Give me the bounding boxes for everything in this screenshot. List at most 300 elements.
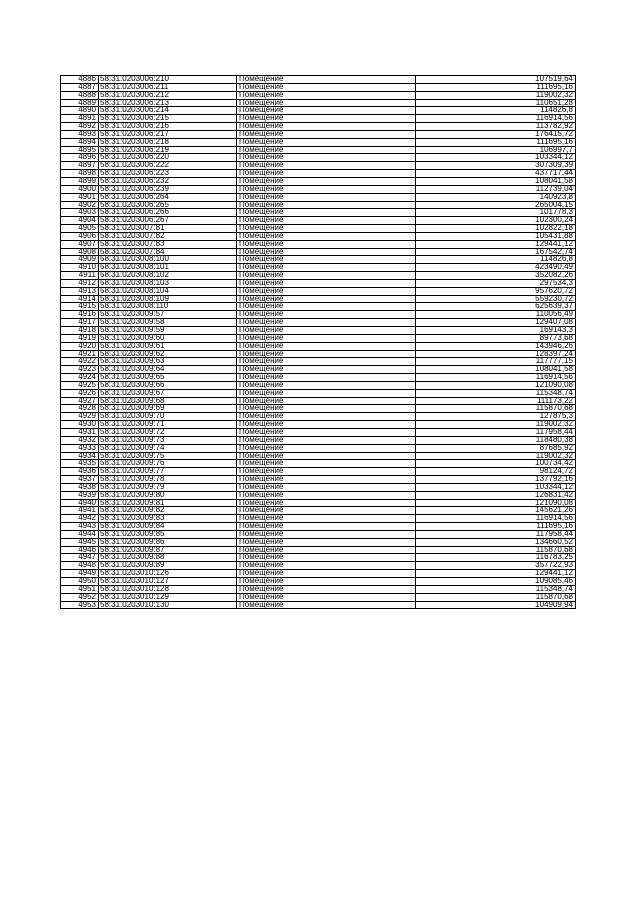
cadastral-value-cell: 357722,93 [416, 562, 576, 570]
cadastral-number-cell: 58:31:0203010:127 [99, 578, 237, 586]
object-type-cell: Помещение [237, 578, 416, 586]
row-number-cell: 4948 [61, 562, 99, 570]
object-type-cell: Помещение [237, 130, 416, 138]
table-row [61, 295, 576, 303]
object-type-cell: Помещение [237, 476, 416, 484]
table-row [61, 287, 576, 295]
row-number-cell: 4924 [61, 374, 99, 382]
cadastral-value-cell: 102822,18 [416, 225, 576, 233]
row-number-cell: 4946 [61, 546, 99, 554]
row-number-cell: 4928 [61, 405, 99, 413]
table-row [61, 460, 576, 468]
cadastral-value-cell: 115348,74 [416, 585, 576, 593]
table-row [61, 177, 576, 185]
cadastral-number-cell: 58:31:0203006:219 [99, 146, 237, 154]
object-type-cell: Помещение [237, 209, 416, 217]
cadastral-number-cell: 58:31:0203007:82 [99, 232, 237, 240]
row-number-cell: 4939 [61, 491, 99, 499]
table-row [61, 209, 576, 217]
cadastral-value-cell: 116914,56 [416, 115, 576, 123]
cadastral-number-cell: 58:31:0203009:83 [99, 515, 237, 523]
table-row [61, 405, 576, 413]
object-type-cell: Помещение [237, 468, 416, 476]
table-row [61, 115, 576, 123]
cadastral-value-cell: 105431,88 [416, 232, 576, 240]
cadastral-number-cell: 58:31:0203010:128 [99, 585, 237, 593]
cadastral-number-cell: 58:31:0203006:232 [99, 177, 237, 185]
cadastral-value-cell: 111695,16 [416, 523, 576, 531]
table-row [61, 491, 576, 499]
row-number-cell: 4936 [61, 468, 99, 476]
object-type-cell: Помещение [237, 538, 416, 546]
row-number-cell: 4904 [61, 217, 99, 225]
cadastral-number-cell: 58:31:0203006:239 [99, 185, 237, 193]
object-type-cell: Помещение [237, 452, 416, 460]
object-type-cell: Помещение [237, 115, 416, 123]
object-type-cell: Помещение [237, 319, 416, 327]
object-type-cell: Помещение [237, 366, 416, 374]
cadastral-value-cell: 113782,92 [416, 123, 576, 131]
object-type-cell: Помещение [237, 272, 416, 280]
cadastral-value-cell: 101778,3 [416, 209, 576, 217]
cadastral-value-cell: 129441,12 [416, 570, 576, 578]
table-row [61, 185, 576, 193]
row-number-cell: 4919 [61, 334, 99, 342]
row-number-cell: 4931 [61, 428, 99, 436]
cadastral-number-cell: 58:31:0203006:211 [99, 83, 237, 91]
cadastral-value-cell: 625639,37 [416, 303, 576, 311]
cadastral-number-cell: 58:31:0203009:58 [99, 319, 237, 327]
cadastral-value-cell: 109085,46 [416, 578, 576, 586]
cadastral-number-cell: 58:31:0203009:74 [99, 444, 237, 452]
table-row [61, 193, 576, 201]
row-number-cell: 4903 [61, 209, 99, 217]
cadastral-number-cell: 58:31:0203008:104 [99, 287, 237, 295]
object-type-cell: Помещение [237, 507, 416, 515]
cadastral-value-cell: 114826,8 [416, 107, 576, 115]
cadastral-value-cell: 115870,68 [416, 546, 576, 554]
object-type-cell: Помещение [237, 311, 416, 319]
cadastral-number-cell: 58:31:0203008:110 [99, 303, 237, 311]
row-number-cell: 4952 [61, 593, 99, 601]
cadastral-value-cell: 103344,12 [416, 483, 576, 491]
table-row [61, 468, 576, 476]
object-type-cell: Помещение [237, 593, 416, 601]
cadastral-value-cell: 118480,38 [416, 436, 576, 444]
object-type-cell: Помещение [237, 248, 416, 256]
cadastral-number-cell: 58:31:0203006:212 [99, 91, 237, 99]
table-row [61, 585, 576, 593]
cadastral-number-cell: 58:31:0203009:85 [99, 530, 237, 538]
table-row [61, 538, 576, 546]
row-number-cell: 4927 [61, 397, 99, 405]
cadastral-number-cell: 58:31:0203009:88 [99, 554, 237, 562]
object-type-cell: Помещение [237, 185, 416, 193]
object-type-cell: Помещение [237, 444, 416, 452]
object-type-cell: Помещение [237, 389, 416, 397]
object-type-cell: Помещение [237, 327, 416, 335]
object-type-cell: Помещение [237, 374, 416, 382]
cadastral-number-cell: 58:31:0203009:84 [99, 523, 237, 531]
cadastral-number-cell: 58:31:0203009:82 [99, 507, 237, 515]
object-type-cell: Помещение [237, 232, 416, 240]
cadastral-number-cell: 58:31:0203009:68 [99, 397, 237, 405]
cadastral-value-cell: 119002,32 [416, 421, 576, 429]
table-row [61, 350, 576, 358]
row-number-cell: 4901 [61, 193, 99, 201]
row-number-cell: 4909 [61, 256, 99, 264]
cadastral-value-cell: 957620,72 [416, 287, 576, 295]
row-number-cell: 4905 [61, 225, 99, 233]
table-row [61, 421, 576, 429]
cadastral-number-cell: 58:31:0203006:210 [99, 76, 237, 84]
object-type-cell: Помещение [237, 483, 416, 491]
cadastral-number-cell: 58:31:0203010:129 [99, 593, 237, 601]
cadastral-number-cell: 58:31:0203006:214 [99, 107, 237, 115]
object-type-cell: Помещение [237, 342, 416, 350]
cadastral-number-cell: 58:31:0203009:89 [99, 562, 237, 570]
table-row [61, 374, 576, 382]
object-type-cell: Помещение [237, 240, 416, 248]
cadastral-value-cell: 108041,58 [416, 366, 576, 374]
row-number-cell: 4887 [61, 83, 99, 91]
object-type-cell: Помещение [237, 107, 416, 115]
cadastral-number-cell: 58:31:0203009:64 [99, 366, 237, 374]
table-row [61, 303, 576, 311]
cadastral-value-cell: 117777,15 [416, 358, 576, 366]
row-number-cell: 4951 [61, 585, 99, 593]
table-row [61, 428, 576, 436]
object-type-cell: Помещение [237, 515, 416, 523]
row-number-cell: 4899 [61, 177, 99, 185]
cadastral-number-cell: 58:31:0203009:67 [99, 389, 237, 397]
row-number-cell: 4891 [61, 115, 99, 123]
table-row [61, 515, 576, 523]
cadastral-value-cell: 134660,52 [416, 538, 576, 546]
table-row [61, 436, 576, 444]
object-type-cell: Помещение [237, 264, 416, 272]
row-number-cell: 4886 [61, 76, 99, 84]
row-number-cell: 4950 [61, 578, 99, 586]
object-type-cell: Помещение [237, 428, 416, 436]
row-number-cell: 4892 [61, 123, 99, 131]
table-row [61, 107, 576, 115]
cadastral-number-cell: 58:31:0203009:61 [99, 342, 237, 350]
object-type-cell: Помещение [237, 225, 416, 233]
row-number-cell: 4922 [61, 358, 99, 366]
cadastral-number-cell: 58:31:0203006:267 [99, 217, 237, 225]
cadastral-number-cell: 58:31:0203006:264 [99, 193, 237, 201]
cadastral-value-cell: 140923,8 [416, 193, 576, 201]
row-number-cell: 4907 [61, 240, 99, 248]
object-type-cell: Помещение [237, 279, 416, 287]
cadastral-number-cell: 58:31:0203008:102 [99, 272, 237, 280]
cadastral-value-cell: 115870,68 [416, 593, 576, 601]
object-type-cell: Помещение [237, 154, 416, 162]
table-row [61, 499, 576, 507]
row-number-cell: 4920 [61, 342, 99, 350]
row-number-cell: 4934 [61, 452, 99, 460]
cadastral-number-cell: 58:31:0203006:223 [99, 170, 237, 178]
row-number-cell: 4953 [61, 601, 99, 609]
cadastral-number-cell: 58:31:0203006:265 [99, 201, 237, 209]
object-type-cell: Помещение [237, 217, 416, 225]
cadastral-value-cell: 128397,24 [416, 350, 576, 358]
cadastral-value-cell: 106997,7 [416, 146, 576, 154]
cadastral-number-cell: 58:31:0203010:130 [99, 601, 237, 609]
table-row [61, 546, 576, 554]
cadastral-value-cell: 119002,32 [416, 91, 576, 99]
object-type-cell: Помещение [237, 562, 416, 570]
object-type-cell: Помещение [237, 570, 416, 578]
table-row [61, 601, 576, 609]
cadastral-value-cell: 111695,16 [416, 83, 576, 91]
table-row [61, 381, 576, 389]
table-row [61, 279, 576, 287]
cadastral-value-cell: 143946,26 [416, 342, 576, 350]
table-row [61, 248, 576, 256]
table-row [61, 225, 576, 233]
row-number-cell: 4943 [61, 523, 99, 531]
table-row [61, 319, 576, 327]
cadastral-value-cell: 111695,16 [416, 138, 576, 146]
object-type-cell: Помещение [237, 421, 416, 429]
cadastral-value-cell: 121090,08 [416, 499, 576, 507]
table-row [61, 217, 576, 225]
object-type-cell: Помещение [237, 530, 416, 538]
row-number-cell: 4894 [61, 138, 99, 146]
object-type-cell: Помещение [237, 554, 416, 562]
table-row [61, 201, 576, 209]
cadastral-number-cell: 58:31:0203009:77 [99, 468, 237, 476]
table-row [61, 154, 576, 162]
cadastral-value-cell: 167542,74 [416, 248, 576, 256]
row-number-cell: 4917 [61, 319, 99, 327]
cadastral-value-cell: 126831,42 [416, 491, 576, 499]
row-number-cell: 4902 [61, 201, 99, 209]
object-type-cell: Помещение [237, 397, 416, 405]
table-row [61, 444, 576, 452]
table-row [61, 476, 576, 484]
object-type-cell: Помещение [237, 436, 416, 444]
cadastral-value-cell: 87685,92 [416, 444, 576, 452]
row-number-cell: 4915 [61, 303, 99, 311]
cadastral-number-cell: 58:31:0203007:81 [99, 225, 237, 233]
row-number-cell: 4926 [61, 389, 99, 397]
cadastral-number-cell: 58:31:0203009:71 [99, 421, 237, 429]
object-type-cell: Помещение [237, 99, 416, 107]
cadastral-value-cell: 115870,68 [416, 405, 576, 413]
table-row [61, 554, 576, 562]
object-type-cell: Помещение [237, 381, 416, 389]
object-type-cell: Помещение [237, 287, 416, 295]
row-number-cell: 4908 [61, 248, 99, 256]
object-type-cell: Помещение [237, 523, 416, 531]
row-number-cell: 4895 [61, 146, 99, 154]
table-row [61, 342, 576, 350]
row-number-cell: 4914 [61, 295, 99, 303]
row-number-cell: 4916 [61, 311, 99, 319]
cadastral-value-cell: 89773,68 [416, 334, 576, 342]
cadastral-value-cell: 437717,44 [416, 170, 576, 178]
cadastral-value-cell: 121090,08 [416, 381, 576, 389]
object-type-cell: Помещение [237, 491, 416, 499]
cadastral-value-cell: 307309,39 [416, 162, 576, 170]
table-row [61, 483, 576, 491]
cadastral-value-cell: 297534,3 [416, 279, 576, 287]
object-type-cell: Помещение [237, 413, 416, 421]
cadastral-value-cell: 108041,58 [416, 177, 576, 185]
cadastral-value-cell: 115348,74 [416, 389, 576, 397]
cadastral-value-cell: 117958,44 [416, 428, 576, 436]
row-number-cell: 4910 [61, 264, 99, 272]
cadastral-number-cell: 58:31:0203009:70 [99, 413, 237, 421]
object-type-cell: Помещение [237, 460, 416, 468]
table-row [61, 99, 576, 107]
cadastral-value-cell: 107519,64 [416, 76, 576, 84]
cadastral-value-cell: 116914,56 [416, 374, 576, 382]
row-number-cell: 4911 [61, 272, 99, 280]
cadastral-number-cell: 58:31:0203008:100 [99, 256, 237, 264]
row-number-cell: 4900 [61, 185, 99, 193]
row-number-cell: 4913 [61, 287, 99, 295]
table-row [61, 240, 576, 248]
cadastral-value-cell: 117958,44 [416, 530, 576, 538]
cadastral-value-cell: 265004,15 [416, 201, 576, 209]
row-number-cell: 4942 [61, 515, 99, 523]
object-type-cell: Помещение [237, 76, 416, 84]
object-type-cell: Помещение [237, 193, 416, 201]
cadastral-number-cell: 58:31:0203008:103 [99, 279, 237, 287]
table-row [61, 578, 576, 586]
cadastral-number-cell: 58:31:0203009:66 [99, 381, 237, 389]
cadastral-number-cell: 58:31:0203006:218 [99, 138, 237, 146]
table-row [61, 397, 576, 405]
table-row [61, 138, 576, 146]
object-type-cell: Помещение [237, 405, 416, 413]
table-row [61, 123, 576, 131]
cadastral-value-cell: 104909,94 [416, 601, 576, 609]
cadastral-value-cell: 137792,16 [416, 476, 576, 484]
row-number-cell: 4937 [61, 476, 99, 484]
cadastral-number-cell: 58:31:0203009:69 [99, 405, 237, 413]
table-row [61, 327, 576, 335]
table-row [61, 593, 576, 601]
table-row [61, 264, 576, 272]
object-type-cell: Помещение [237, 170, 416, 178]
cadastral-number-cell: 58:31:0203009:81 [99, 499, 237, 507]
cadastral-number-cell: 58:31:0203009:73 [99, 436, 237, 444]
row-number-cell: 4890 [61, 107, 99, 115]
cadastral-number-cell: 58:31:0203009:79 [99, 483, 237, 491]
cadastral-number-cell: 58:31:0203009:62 [99, 350, 237, 358]
cadastral-value-cell: 559230,72 [416, 295, 576, 303]
cadastral-value-cell: 116783,25 [416, 554, 576, 562]
table-row [61, 272, 576, 280]
object-type-cell: Помещение [237, 546, 416, 554]
cadastral-number-cell: 58:31:0203006:213 [99, 99, 237, 107]
cadastral-number-cell: 58:31:0203006:222 [99, 162, 237, 170]
cadastral-value-cell: 127875,3 [416, 413, 576, 421]
cadastral-value-cell: 110651,28 [416, 99, 576, 107]
cadastral-value-cell: 423490,49 [416, 264, 576, 272]
object-type-cell: Помещение [237, 350, 416, 358]
object-type-cell: Помещение [237, 256, 416, 264]
cadastral-number-cell: 58:31:0203009:72 [99, 428, 237, 436]
object-type-cell: Помещение [237, 177, 416, 185]
property-value-table [60, 75, 576, 609]
object-type-cell: Помещение [237, 358, 416, 366]
row-number-cell: 4941 [61, 507, 99, 515]
object-type-cell: Помещение [237, 295, 416, 303]
row-number-cell: 4944 [61, 530, 99, 538]
cadastral-value-cell: 169143,3 [416, 327, 576, 335]
object-type-cell: Помещение [237, 91, 416, 99]
cadastral-number-cell: 58:31:0203006:216 [99, 123, 237, 131]
row-number-cell: 4898 [61, 170, 99, 178]
row-number-cell: 4893 [61, 130, 99, 138]
object-type-cell: Помещение [237, 585, 416, 593]
table-row [61, 311, 576, 319]
row-number-cell: 4925 [61, 381, 99, 389]
cadastral-number-cell: 58:31:0203009:80 [99, 491, 237, 499]
table-row [61, 389, 576, 397]
object-type-cell: Помещение [237, 334, 416, 342]
object-type-cell: Помещение [237, 499, 416, 507]
cadastral-number-cell: 58:31:0203006:266 [99, 209, 237, 217]
table-body [61, 76, 576, 609]
object-type-cell: Помещение [237, 123, 416, 131]
row-number-cell: 4935 [61, 460, 99, 468]
cadastral-value-cell: 145621,26 [416, 507, 576, 515]
object-type-cell: Помещение [237, 162, 416, 170]
table-row [61, 358, 576, 366]
row-number-cell: 4940 [61, 499, 99, 507]
cadastral-number-cell: 58:31:0203009:63 [99, 358, 237, 366]
cadastral-number-cell: 58:31:0203006:215 [99, 115, 237, 123]
object-type-cell: Помещение [237, 138, 416, 146]
row-number-cell: 4896 [61, 154, 99, 162]
cadastral-value-cell: 176415,72 [416, 130, 576, 138]
cadastral-value-cell: 98124,72 [416, 468, 576, 476]
object-type-cell: Помещение [237, 146, 416, 154]
row-number-cell: 4912 [61, 279, 99, 287]
table-row [61, 146, 576, 154]
table-row [61, 232, 576, 240]
cadastral-value-cell: 103344,12 [416, 154, 576, 162]
row-number-cell: 4897 [61, 162, 99, 170]
cadastral-number-cell: 58:31:0203009:76 [99, 460, 237, 468]
cadastral-number-cell: 58:31:0203007:84 [99, 248, 237, 256]
cadastral-value-cell: 114826,8 [416, 256, 576, 264]
row-number-cell: 4949 [61, 570, 99, 578]
cadastral-value-cell: 352082,26 [416, 272, 576, 280]
cadastral-number-cell: 58:31:0203006:220 [99, 154, 237, 162]
row-number-cell: 4945 [61, 538, 99, 546]
cadastral-number-cell: 58:31:0203008:109 [99, 295, 237, 303]
table-row [61, 334, 576, 342]
cadastral-number-cell: 58:31:0203009:59 [99, 327, 237, 335]
row-number-cell: 4938 [61, 483, 99, 491]
cadastral-number-cell: 58:31:0203009:65 [99, 374, 237, 382]
cadastral-value-cell: 129407,08 [416, 319, 576, 327]
object-type-cell: Помещение [237, 303, 416, 311]
table-row [61, 570, 576, 578]
table-row [61, 91, 576, 99]
row-number-cell: 4947 [61, 554, 99, 562]
cadastral-number-cell: 58:31:0203009:75 [99, 452, 237, 460]
cadastral-number-cell: 58:31:0203009:86 [99, 538, 237, 546]
